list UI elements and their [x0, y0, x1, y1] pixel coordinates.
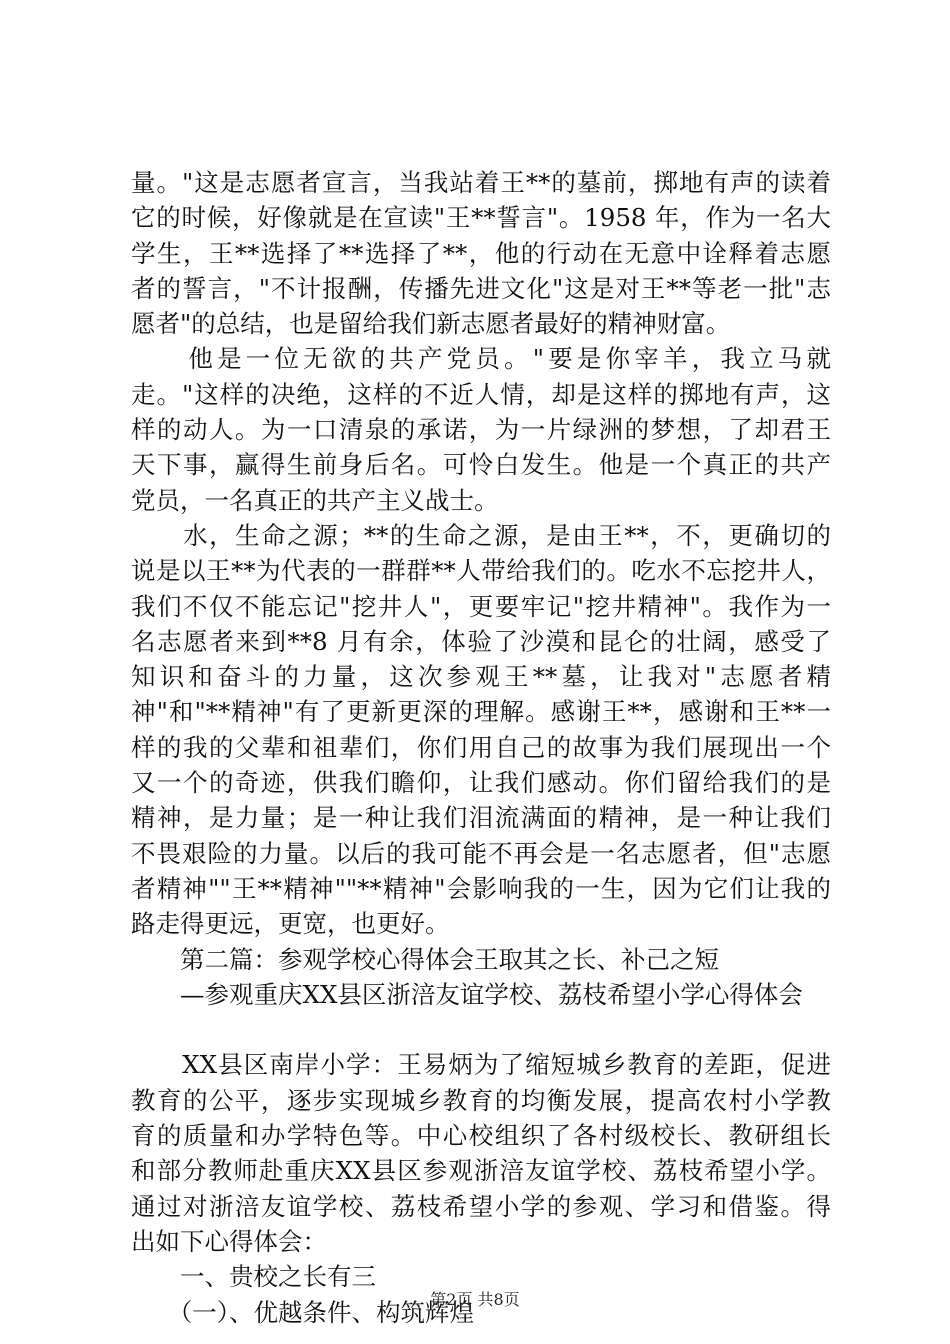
text-line: 育的质量和办学特色等。中心校组织了各村级校长、教研组长: [131, 1121, 831, 1151]
text-line: 教育的公平，逐步实现城乡教育的均衡发展，提高农村小学教: [131, 1085, 831, 1115]
text-line: 天下事，赢得生前身后名。可怜白发生。他是一个真正的共产: [131, 450, 831, 480]
text-line: 路走得更远，更宽，也更好。: [131, 909, 450, 939]
text-line: 样的我的父辈和祖辈们，你们用自己的故事为我们展现出一个: [131, 732, 831, 762]
text-line: 不畏艰险的力量。以后的我可能不再会是一名志愿者，但"志愿: [131, 838, 831, 868]
section-heading: 第二篇：参观学校心得体会王取其之长、补己之短: [131, 944, 719, 974]
text-line: 愿者"的总结，也是留给我们新志愿者最好的精神财富。: [131, 309, 731, 339]
text-line: 通过对浙涪友谊学校、荔枝希望小学的参观、学习和借鉴。得: [131, 1191, 831, 1221]
text-line: 走。"这样的决绝，这样的不近人情，却是这样的掷地有声，这: [131, 379, 831, 409]
text-line: 党员，一名真正的共产主义战士。: [131, 485, 499, 515]
text-line: 学生，王**选择了**选择了**，他的行动在无意中诠释着志愿: [131, 238, 831, 268]
text-line: 他是一位无欲的共产党员。"要是你宰羊，我立马就: [131, 344, 831, 374]
text-line: 知识和奋斗的力量，这次参观王**墓，让我对"志愿者精: [131, 662, 831, 692]
text-line: 出如下心得体会：: [131, 1226, 327, 1256]
page-footer: 第2页 共8页: [430, 1290, 520, 1309]
text-line: 它的时候，好像就是在宣读"王**誓言"。1958 年，作为一名大: [131, 203, 831, 233]
text-line: 水，生命之源；**的生命之源，是由王**，不，更确切的: [131, 520, 831, 550]
text-line: 样的动人。为一口清泉的承诺，为一片绿洲的梦想，了却君王: [131, 415, 831, 445]
text-line: 者的誓言，"不计报酬，传播先进文化"这是对王**等老一批"志: [131, 273, 831, 303]
text-line: XX县区南岸小学：王易炳为了缩短城乡教育的差距，促进: [131, 1050, 831, 1080]
document-body: [131, 165, 831, 1330]
list-heading: 一、贵校之长有三: [131, 1262, 376, 1292]
text-line: 神"和"**精神"有了更新更深的理解。感谢王**，感谢和王**一: [131, 697, 831, 727]
text-line: 我们不仅不能忘记"挖井人"，更要牢记"挖井精神"。我作为一: [131, 591, 831, 621]
text-line: 精神，是力量；是一种让我们泪流满面的精神，是一种让我们: [131, 803, 831, 833]
text-line: 量。"这是志愿者宣言，当我站着王**的墓前，掷地有声的读着: [131, 168, 831, 197]
text-line: 和部分教师赴重庆XX县区参观浙涪友谊学校、荔枝希望小学。: [131, 1156, 831, 1186]
list-subheading: （一）、优越条件、构筑辉煌: [131, 1297, 474, 1327]
section-subheading: —参观重庆XX县区浙涪友谊学校、荔枝希望小学心得体会: [131, 979, 803, 1009]
text-line: 名志愿者来到**8 月有余，体验了沙漠和昆仑的壮阔，感受了: [131, 626, 831, 656]
blank-line: [131, 1012, 831, 1047]
text-line: 者精神""王**精神""**精神"会影响我的一生，因为它们让我的: [131, 873, 831, 903]
text-line: 说是以王**为代表的一群群**人带给我们的。吃水不忘挖井人，: [131, 556, 831, 586]
text-line: 又一个的奇迹，供我们瞻仰，让我们感动。你们留给我们的是: [131, 768, 831, 798]
